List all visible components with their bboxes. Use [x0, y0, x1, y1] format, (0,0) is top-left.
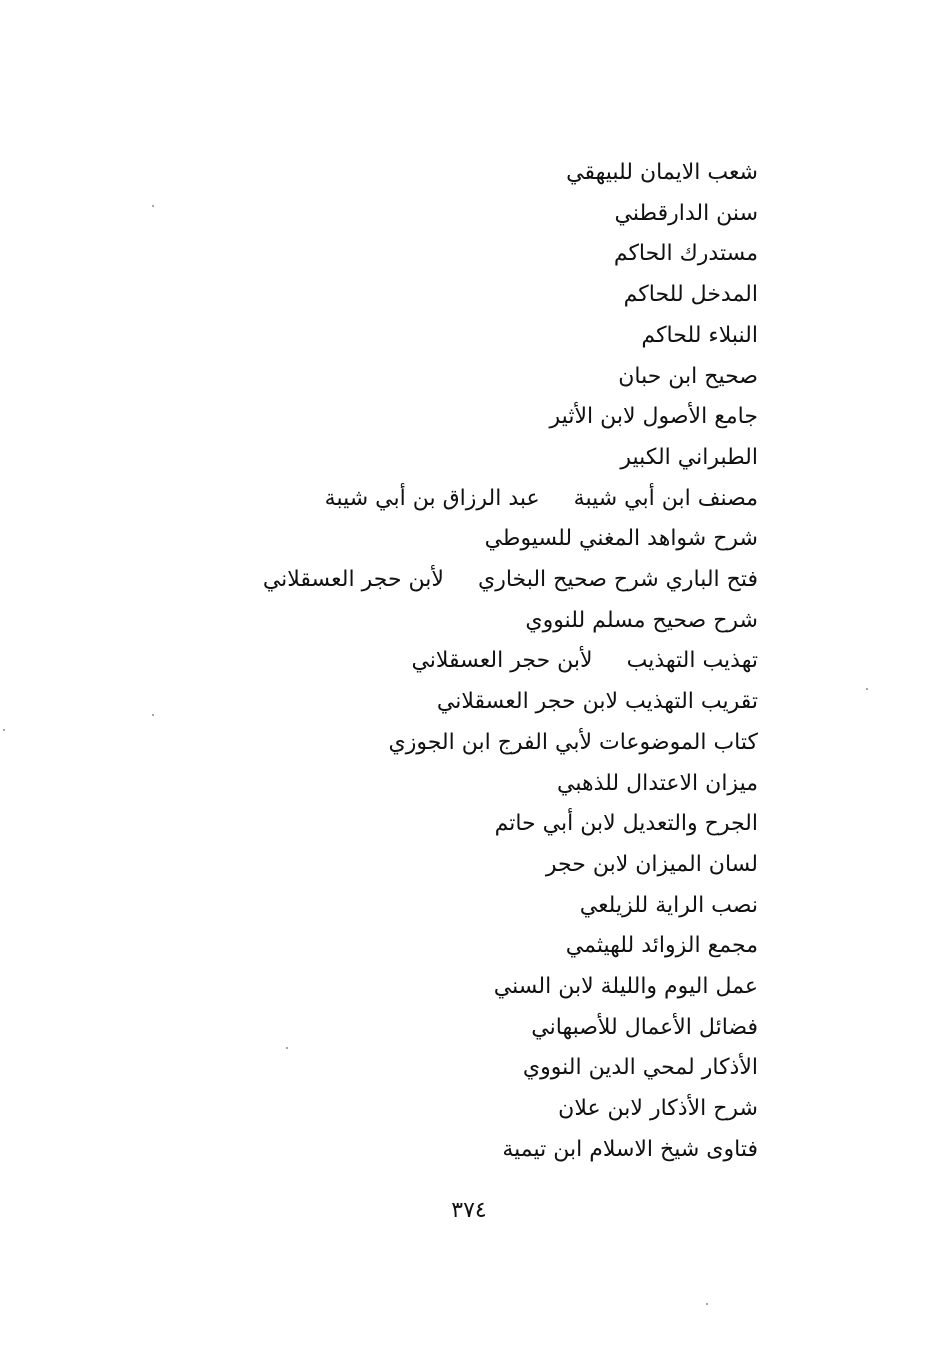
- entry-text: مستدرك الحاكم: [613, 241, 758, 267]
- page-number: ٣٧٤: [451, 1198, 487, 1223]
- bibliography-entry: [495, 807, 758, 841]
- entry-text: عبد الرزاق بن أبي شيبة: [324, 485, 540, 511]
- scan-speck: [152, 205, 154, 207]
- bibliography-entry: [523, 1051, 758, 1085]
- bibliography-entry: [618, 360, 758, 394]
- entry-text: نصب الراية للزيلعي: [579, 892, 758, 918]
- bibliography-entry: [558, 1092, 758, 1126]
- entry-text: تهذيب التهذيب: [626, 648, 758, 674]
- entry-text: تقريب التهذيب لابن حجر العسقلاني: [436, 689, 758, 715]
- bibliography-entry: [614, 237, 758, 271]
- entry-text: مجمع الزوائد للهيثمي: [565, 933, 758, 959]
- bibliography-entry: [620, 441, 758, 475]
- scan-speck: [706, 1303, 708, 1305]
- entry-text: فضائل الأعمال للأصبهاني: [531, 1014, 758, 1040]
- entry-text: جامع الأصول لابن الأثير: [549, 404, 758, 430]
- entry-text: شرح صحيح مسلم للنووي: [525, 607, 758, 633]
- entry-text: كتاب الموضوعات لأبي الفرج ابن الجوزي: [388, 729, 758, 755]
- bibliography-entry: [502, 1133, 758, 1167]
- entry-text: شرح شواهد المغني للسيوطي: [484, 526, 758, 552]
- entry-text: فتح الباري شرح صحيح البخاري: [477, 567, 758, 592]
- bibliography-entry: [494, 970, 758, 1004]
- entry-text: لأبن حجر العسقلاني: [262, 567, 444, 592]
- entry-text: الأذكار لمحي الدين النووي: [522, 1055, 758, 1081]
- bibliography-entry: [550, 400, 758, 434]
- bibliography-entry: [615, 197, 758, 231]
- bibliography-entry: [389, 726, 758, 760]
- entry-text: مصنف ابن أبي شيبة: [573, 485, 758, 511]
- bibliography-entry: [263, 563, 758, 597]
- entry-text: النبلاء للحاكم: [641, 322, 758, 348]
- scan-speck: [152, 714, 154, 716]
- entry-text: المدخل للحاكم: [623, 282, 758, 308]
- bibliography-entry: [437, 685, 758, 719]
- entry-text: صحيح ابن حبان: [618, 363, 758, 389]
- entry-text: عمل اليوم والليلة لابن السني: [493, 974, 758, 999]
- bibliography-entry: [525, 604, 758, 638]
- bibliography-entry: [624, 278, 758, 312]
- entry-text: الجرح والتعديل لابن أبي حاتم: [494, 811, 758, 837]
- entry-text: فتاوى شيخ الاسلام ابن تيمية: [502, 1136, 758, 1162]
- scan-speck: [3, 729, 5, 731]
- entry-text: شرح الأذكار لابن علان: [558, 1096, 758, 1122]
- bibliography-entry: [325, 482, 758, 516]
- entry-text: الطبراني الكبير: [620, 444, 758, 470]
- bibliography-entry: [546, 848, 758, 882]
- scan-speck: [866, 688, 868, 690]
- bibliography-entry: [566, 929, 758, 963]
- bibliography-entry: [566, 156, 758, 190]
- bibliography-entry: [641, 319, 758, 353]
- entry-text: ميزان الاعتدال للذهبي: [557, 770, 758, 796]
- bibliography-entry: [557, 767, 758, 801]
- scan-speck: [286, 1047, 288, 1049]
- bibliography-entry: [485, 522, 758, 556]
- bibliography-entry: [580, 889, 758, 923]
- entry-text: لسان الميزان لابن حجر: [545, 851, 758, 877]
- bibliography-entry: [411, 644, 758, 678]
- entry-text: لأبن حجر العسقلاني: [411, 648, 593, 674]
- bibliography-entry: [531, 1011, 758, 1045]
- entry-text: شعب الايمان للبيهقي: [566, 160, 758, 185]
- entry-text: سنن الدارقطني: [614, 200, 758, 226]
